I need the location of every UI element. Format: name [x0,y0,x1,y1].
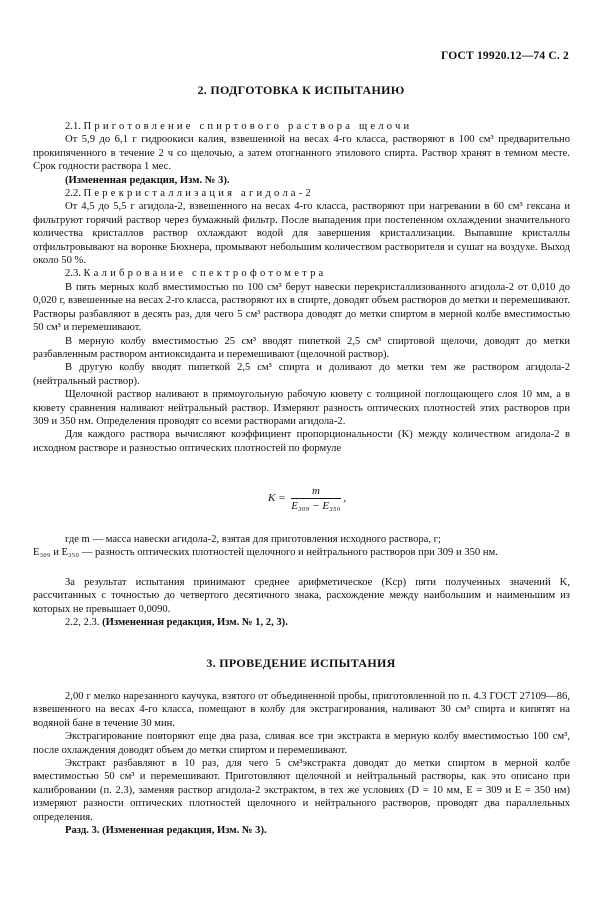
paragraph-3-a: 2,00 г мелко нарезанного каучука, взятого от объединенной пробы, приготовленной по п. 4.3 ГОСТ 27109—86, взвешенного на весах 4-го класса, помещают в колбу для экстрагирования, наливают 30 см³ спирта и кипятят на водяной бане в течение 30 мин. [33,691,570,729]
paragraph-3-b: Экстрагирование повторяют еще два раза, сливая все три экстракта в мерную колбу вместимостью 100 см³, после охлаждения доводят объем до метки спиртом и перемешивают. [33,731,570,756]
clause-title: Перекристаллизация агидола-2 [83,188,314,200]
paragraph-2-3-d: Щелочной раствор наливают в прямоугольную рабочую кювету с толщиной поглощающего слоя 10 мм, а в кювету сравнения наливают нейтральный раствор. Измеряют разность оптических плотностей этих растворов при 309 и 350 нм. Определения проводят со всеми растворами агидола-2. [33,389,570,427]
paragraph-2-2 [33,187,570,200]
section-3-body [33,690,570,837]
clause-number: 2.2. [65,188,81,200]
legend-e-definition: разность оптических плотностей щелочного и нейтрального растворов при 309 и 350 нм. [95,547,498,559]
formula-tail: , [343,492,347,505]
clause-title: Приготовление спиртового раствора щелочи [83,121,413,132]
paragraph-2-3-b: В мерную колбу вместимостью 25 см³ вводят пипеткой 2,5 см³ спиртовой щелочи, доводят до метки разбавленным раствором антиоксиданта и перемешивают (щелочной раствор). [33,335,570,360]
section-2-results [33,576,570,630]
formula-fraction [291,485,340,512]
note-prefix: 2.2, 2.3. [65,617,100,629]
paragraph-2-3-a: В пять мерных колб вместимостью по 100 см³ берут навески перекристаллизованного агидола-2 от 0,010 до 0,020 г, взвешенные на весах 2-го класса, растворяют их в спирте, доводят объем растворов до метки и перемешивают. Растворы разбавляют в десять раз, для чего 5 см³ раствора доводят до метки спиртом в мерной колбе вместимостью 50 см³ и перемешивают. [33,281,570,334]
paragraph-3-c: Экстракт разбавляют в 10 раз, для чего 5 см³экстракта доводят до метки спиртом в мерной колбе вместимостью 50 см³ и перемешивают. Приготовляют щелочной и нейтральный растворы, как это описано при калибровании (п. 2.3), заменяя раствор агидола-2 экстрактом, в тех же условиях (D = 10 мм, E = 309 и E = 350 нм) измеряют разности оптических плотностей щелочного и нейтрального растворов, проводят два параллельных определения. [33,758,570,823]
paragraph-2-3-f: За результат испытания принимают среднее арифметическое (Kср) пяти полученных значений K, рассчитанных с точностью до четвертого десятичного знака, расхождение между наибольшим и наименьшим из которых не превышает 0,0090. [33,577,570,615]
clause-number: 2.3. [65,268,81,280]
paragraph-2-3-c: В другую колбу вводят пипеткой 2,5 см³ спирта и доливают до метки тем же раствором агидола-2 (нейтральный раствор). [33,362,570,387]
formula-numerator: m [291,485,340,499]
clause-number: 2.1. [65,121,81,132]
amendment-note-3: Разд. 3. (Измененная редакция, Изм. № 3). [65,825,267,837]
amendment-note: (Измененная редакция, Изм. № 3). [65,174,230,186]
formula [268,485,346,512]
paragraph-2-3-e: Для каждого раствора вычисляют коэффициент пропорциональности (K) между количеством агидола-2 в исходном растворе и разностью оптических плотностей по формуле [33,429,570,454]
paragraph-2-1-text: От 5,9 до 6,1 г гидроокиси калия, взвешенной на весах 4-го класса, растворяют в 100 см³ предварительно прокипяченного в течение 2 ч со щелочью, а затем отогнанного этилового спирта. Раствор хранят в темном месте. Срок годности раствора 1 мес. [33,134,570,173]
formula-legend [33,533,570,560]
paragraph-2-3 [33,267,570,280]
legend-e-symbol: E₃₀₉ и E₃₅₀ — [33,547,93,559]
paragraph-2-1 [33,120,570,133]
section-3-title: 3. ПРОВЕДЕНИЕ ИСПЫТАНИЯ [206,656,396,670]
section-2-body [33,120,570,455]
legend-e [33,546,570,559]
section-2-title: 2. ПОДГОТОВКА К ИСПЫТАНИЮ [197,83,405,97]
legend-m: где m — масса навески агидола-2, взятая для приготовления исходного раствора, г; [65,534,441,545]
note-text: (Измененная редакция, Изм. № 1, 2, 3). [102,617,288,629]
clause-title: Калибрование спектрофотометра [83,268,327,280]
paragraph-2-2-text: От 4,5 до 5,5 г агидола-2, взвешенного на весах 4-го класса, растворяют при нагревании в 60 см³ гексана и фильтруют горячий раствор через бумажный фильтр. После выпадения при постепенном охлаждении значительного количества кристаллов раствор охлаждают водой для завершения кристаллизации. Выпавшие кристаллы отфильтровывают на воронке Бюхнера, промывают небольшим количеством растворителя и сушат на воздухе. Выход около 50 %. [33,201,570,267]
formula-denominator: E₃₀₉ − E₃₅₀ [291,500,341,512]
amendment-note-2 [33,616,570,629]
page-header: ГОСТ 19920.12—74 С. 2 [441,50,569,62]
formula-lhs: K = [268,492,286,505]
